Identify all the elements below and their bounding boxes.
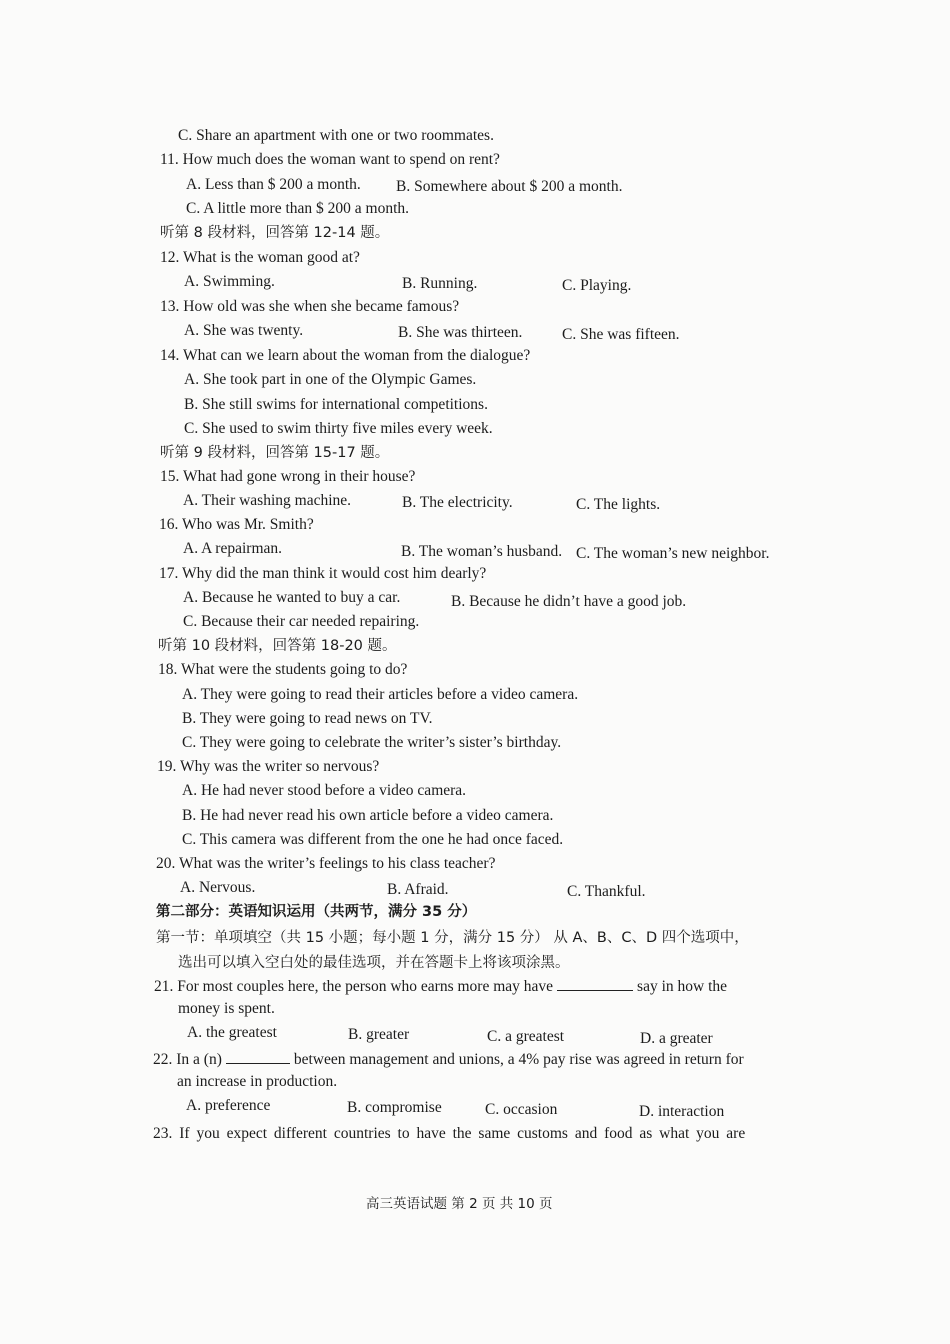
q20-option-b: B. Afraid. [387, 881, 449, 898]
q23-stem-line1: 23. If you expect different countries to have the same customs and food as what you are [153, 1125, 746, 1142]
q22-option-d: D. interaction [639, 1103, 725, 1120]
q20-stem: 20. What was the writer’s feelings to his class teacher? [156, 855, 496, 872]
section-one-instructions-line2: 选出可以填入空白处的最佳选项，并在答题卡上将该项涂黑。 [178, 955, 570, 971]
q18-option-c: C. They were going to celebrate the writer’s sister’s birthday. [182, 734, 562, 751]
q22-stem-line1 [153, 1049, 744, 1070]
q13-option-a: A. She was twenty. [184, 322, 304, 339]
q21-option-b: B. greater [348, 1026, 410, 1043]
page-footer: 高三英语试题 第 2 页 共 10 页 [366, 1196, 553, 1212]
q17-stem: 17. Why did the man think it would cost him dearly? [159, 565, 487, 582]
q12-option-b: B. Running. [402, 275, 478, 292]
q22-stem-part2: between management and unions, a 4% pay rise was agreed in return for [293, 1051, 744, 1068]
q16-stem: 16. Who was Mr. Smith? [159, 516, 314, 533]
q20-option-c: C. Thankful. [567, 883, 646, 900]
q13-option-c: C. She was fifteen. [562, 326, 680, 343]
q10-option-c: C. Share an apartment with one or two roommates. [178, 127, 494, 144]
q19-option-c: C. This camera was different from the one he had once faced. [182, 831, 564, 848]
q11-option-a: A. Less than $ 200 a month. [186, 176, 361, 193]
q21-stem-line1 [154, 976, 727, 997]
q19-option-a: A. He had never stood before a video camera. [182, 782, 467, 799]
q21-stem-part1: 21. For most couples here, the person who earns more may have [154, 978, 554, 995]
q11-option-b: B. Somewhere about $ 200 a month. [396, 178, 623, 195]
q16-option-b: B. The woman’s husband. [401, 543, 563, 560]
q21-option-c: C. a greatest [487, 1028, 565, 1045]
q11-option-c: C. A little more than $ 200 a month. [186, 200, 410, 217]
q13-stem: 13. How old was she when she became famous? [160, 298, 460, 315]
q15-option-c: C. The lights. [576, 496, 661, 513]
q14-option-c: C. She used to swim thirty five miles every week. [184, 420, 493, 437]
q15-stem: 15. What had gone wrong in their house? [160, 468, 416, 485]
section-heading-10: 听第 10 段材料，回答第 18-20 题。 [158, 638, 397, 654]
q14-option-b: B. She still swims for international competitions. [184, 396, 488, 413]
q22-stem-line2: an increase in production. [177, 1073, 338, 1090]
q22-answer-blank [226, 1049, 290, 1064]
q16-option-c: C. The woman’s new neighbor. [576, 545, 770, 562]
q21-answer-blank [557, 976, 633, 991]
section-heading-8: 听第 8 段材料，回答第 12-14 题。 [160, 225, 390, 241]
q17-option-b: B. Because he didn’t have a good job. [451, 593, 687, 610]
q11-stem: 11. How much does the woman want to spend on rent? [160, 151, 500, 168]
q15-option-b: B. The electricity. [402, 494, 513, 511]
q22-option-c: C. occasion [485, 1101, 558, 1118]
q22-stem-part1: 22. In a (n) [153, 1051, 222, 1068]
q21-option-d: D. a greater [640, 1030, 713, 1047]
q13-option-b: B. She was thirteen. [398, 324, 523, 341]
q21-stem-line2: money is spent. [178, 1000, 275, 1017]
q16-option-a: A. A repairman. [183, 540, 283, 557]
q18-stem: 18. What were the students going to do? [158, 661, 408, 678]
q14-option-a: A. She took part in one of the Olympic Games. [184, 371, 477, 388]
section-heading-9: 听第 9 段材料，回答第 15-17 题。 [160, 445, 390, 461]
q18-option-a: A. They were going to read their articles before a video camera. [182, 686, 579, 703]
q17-option-c: C. Because their car needed repairing. [183, 613, 420, 630]
q22-option-b: B. compromise [347, 1099, 442, 1116]
q12-stem: 12. What is the woman good at? [160, 249, 360, 266]
q21-stem-part2: say in how the [637, 978, 728, 995]
q22-option-a: A. preference [186, 1097, 271, 1114]
section-one-instructions-line1: 第一节：单项填空（共 15 小题；每小题 1 分，满分 15 分） 从 A、B、C、D 四个选项中， [156, 930, 749, 946]
q14-stem: 14. What can we learn about the woman from the dialogue? [160, 347, 531, 364]
q19-stem: 19. Why was the writer so nervous? [157, 758, 380, 775]
q17-option-a: A. Because he wanted to buy a car. [183, 589, 401, 606]
q18-option-b: B. They were going to read news on TV. [182, 710, 433, 727]
q21-option-a: A. the greatest [187, 1024, 277, 1041]
q12-option-a: A. Swimming. [184, 273, 275, 290]
q15-option-a: A. Their washing machine. [183, 492, 352, 509]
part-two-heading: 第二部分：英语知识运用（共两节，满分 35 分） [156, 904, 477, 920]
q19-option-b: B. He had never read his own article before a video camera. [182, 807, 554, 824]
q12-option-c: C. Playing. [562, 277, 632, 294]
q20-option-a: A. Nervous. [180, 879, 256, 896]
